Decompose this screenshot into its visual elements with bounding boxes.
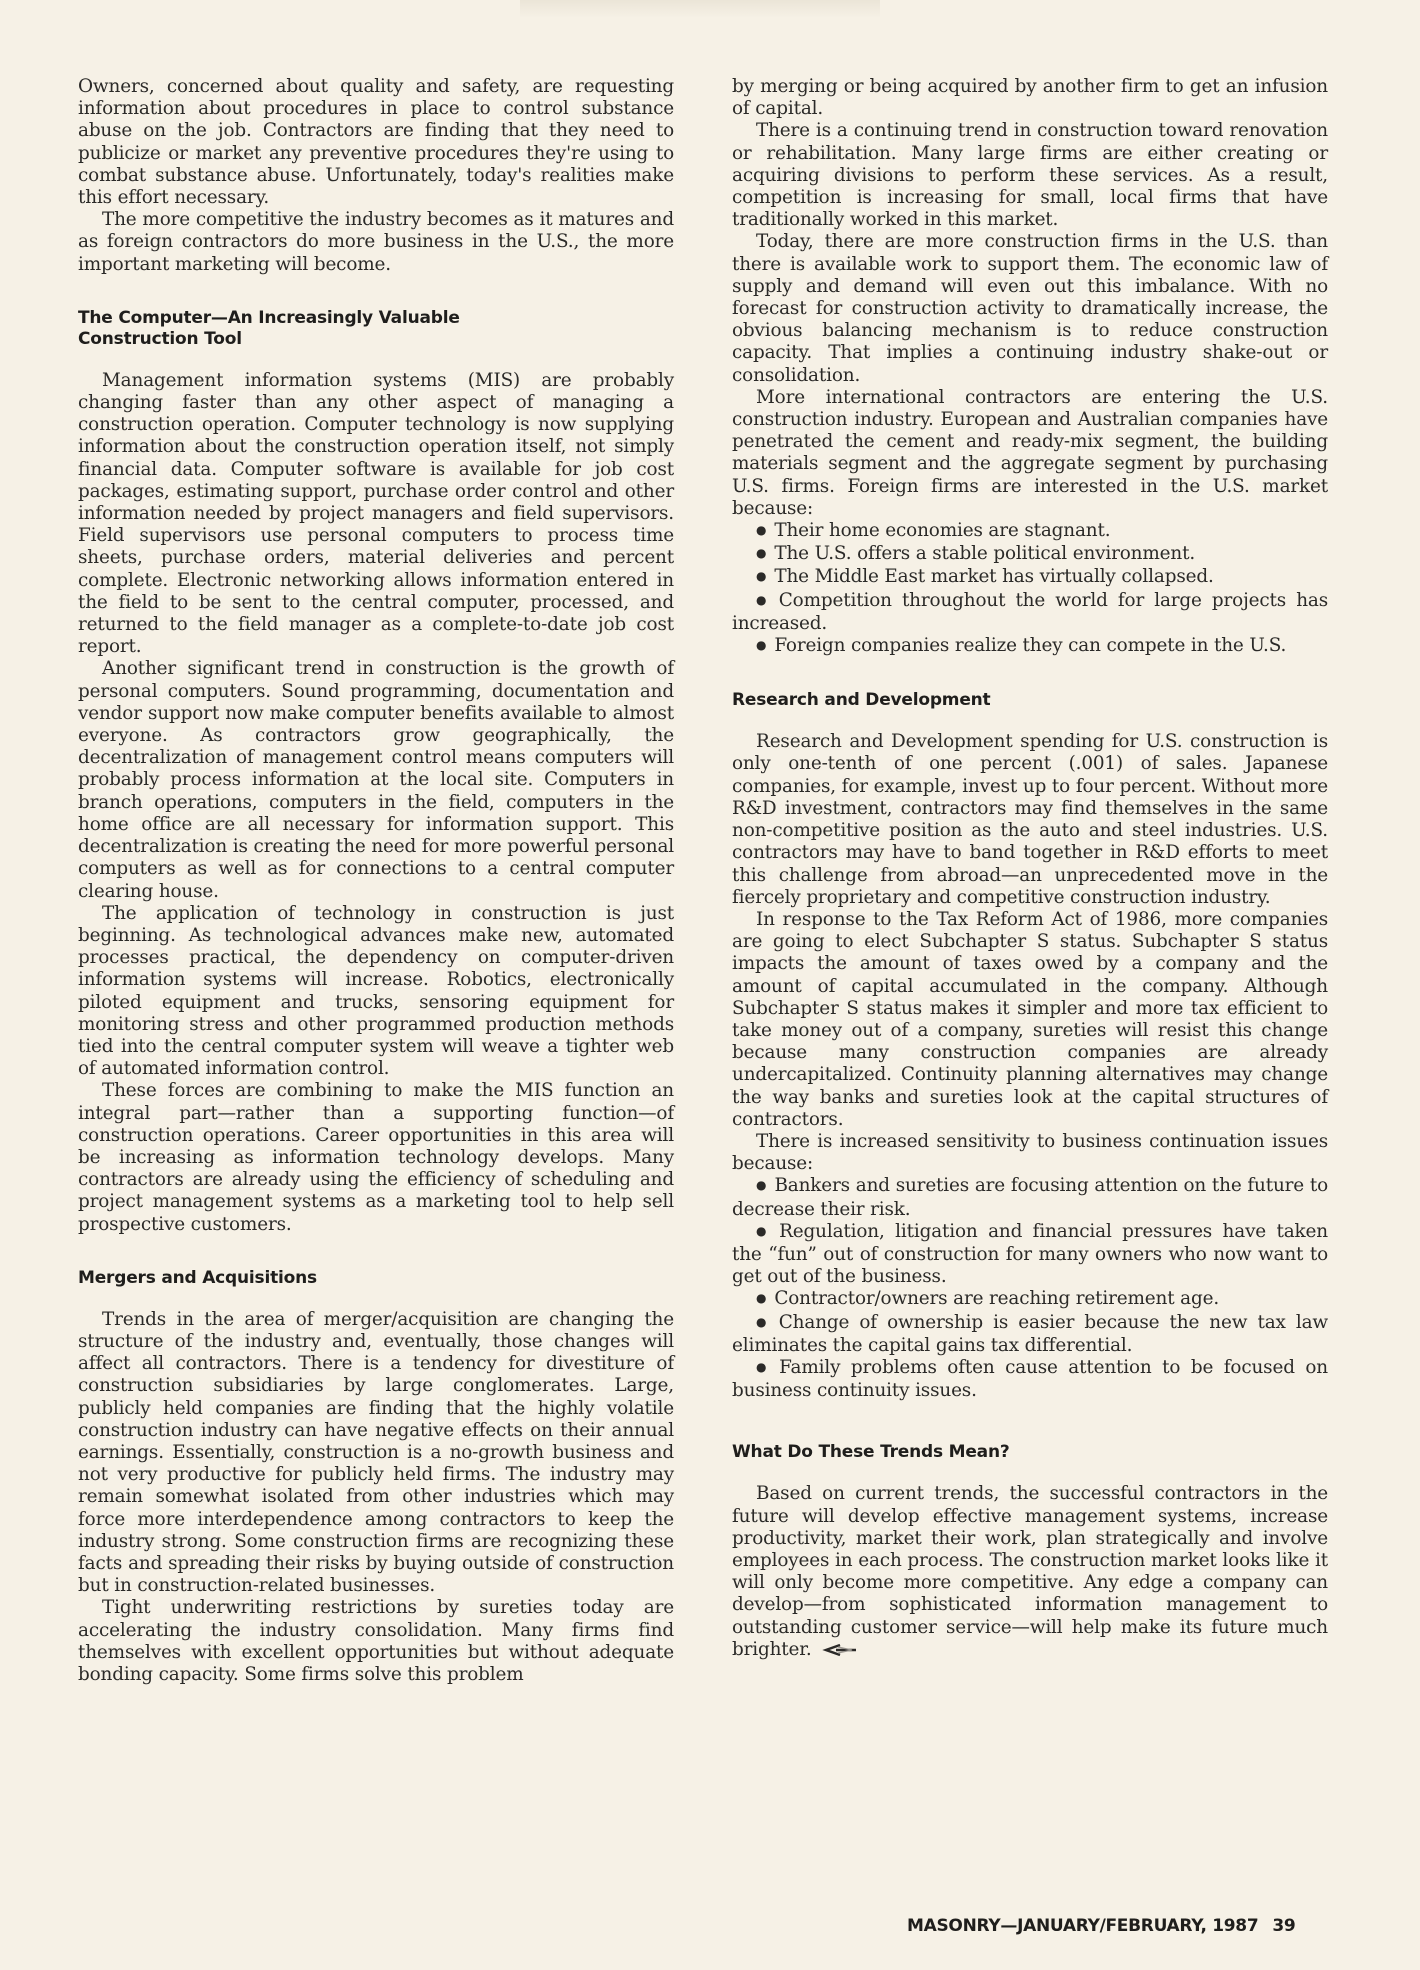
closing-text: Based on current trends, the successful contractors in the future will develop effective management systems, increase productivity, market their work, plan strategically and involve employees in each process. The construction market looks like it will only become more competitive. Any edge a company can develop—from sophisticated information management to outstanding customer service—will help make its future much brighter. bbox=[732, 1483, 1328, 1660]
paragraph: Today, there are more construction firms in the U.S. than there is available work to support them. The economic law of supply and demand will even out this imbalance. With no forecast for construction activity to dramatically increase, the obvious balancing mechanism is to reduce construction capacity. That implies a continuing industry shake-out or consolidation. bbox=[732, 231, 1328, 386]
paragraph: There is a continuing trend in construction toward renovation or rehabilitation. Many large firms are either creating or acquiring divisions to perform these services. As a result, competition is increasing for small, local firms that have traditionally worked in this market. bbox=[732, 120, 1328, 231]
bullet-item: ● The U.S. offers a stable political environment. bbox=[732, 543, 1328, 566]
bullet-item: ● Foreign companies realize they can compete in the U.S. bbox=[732, 635, 1328, 658]
paragraph: Research and Development spending for U.S. construction is only one-tenth of one percent (.001) of sales. Japanese companies, for example, invest up to four percent. Without more R&D investment, contractors may find themselves in the same non-competitive position as the auto and steel industries. U.S. contractors may have to band together in R&D efforts to meet this challenge from abroad—an unprecedented move in the fiercely proprietary and competitive construction industry. bbox=[732, 731, 1328, 908]
paragraph: Trends in the area of merger/acquisition are changing the structure of the industry and, eventually, those changes will affect all contractors. There is a tendency for divestiture of construction subsidiaries by large conglomerates. Large, publicly held companies are finding that the highly volatile construction industry can have negative effects on their annual earnings. Essentially, construction is a no-growth business and not very productive for publicly held firms. The industry may remain somewhat isolated from other industries which may force more interdependence among contractors to keep the industry strong. Some construction firms are recognizing these facts and spreading their risks by buying outside of construction but in construction-related businesses. bbox=[78, 1308, 674, 1597]
bullet-item: ● Regulation, litigation and financial pressures have taken the “fun” out of construction for many owners who now want to get out of the business. bbox=[732, 1221, 1328, 1289]
paragraph: Another significant trend in construction is the growth of personal computers. Sound programming, documentation and vendor support now make computer benefits available to almost everyone. As contractors grow geographically, the decentralization of management control means computers will probably process information at the local site. Computers in branch operations, computers in the field, computers in the home office are all necessary for information support. This decentralization is creating the need for more powerful personal computers as well as for connections to a central computer clearing house. bbox=[78, 658, 674, 902]
right-column bbox=[732, 76, 1328, 1661]
left-column bbox=[78, 76, 674, 1686]
paragraph: by merging or being acquired by another firm to get an infusion of capital. bbox=[732, 76, 1328, 120]
bullet-item: ● Bankers and sureties are focusing attention on the future to decrease their risk. bbox=[732, 1175, 1328, 1220]
publication-line: MASONRY—JANUARY/FEBRUARY, 1987 bbox=[907, 1916, 1259, 1936]
paragraph: More international contractors are entering the U.S. construction industry. European and Australian companies have penetrated the cement and ready-mix segment, the building materials segment and the aggregate segment by purchasing U.S. firms. Foreign firms are interested in the U.S. market because: bbox=[732, 386, 1328, 519]
paragraph: These forces are combining to make the MIS function an integral part—rather than a supporting function—of construction operations. Career opportunities in this area will be increasing as information technology develops. Many contractors are already using the efficiency of scheduling and project management systems as a marketing tool to help sell prospective customers. bbox=[78, 1080, 674, 1235]
bullet-item: ● Contractor/owners are reaching retirement age. bbox=[732, 1288, 1328, 1311]
paragraph: Owners, concerned about quality and safety, are requesting information about procedures in place to control substance abuse on the job. Contractors are finding that they need to publicize or market any preventive procedures they're using to combat substance abuse. Unfortunately, today's realities make this effort necessary. bbox=[78, 76, 674, 209]
paragraph: There is increased sensitivity to business continuation issues because: bbox=[732, 1130, 1328, 1175]
paragraph: Tight underwriting restrictions by sureties today are accelerating the industry consolidation. Many firms find themselves with excellent opportunities but without adequate bonding capacity. Some firms solve this problem bbox=[78, 1597, 674, 1685]
paragraph-closing bbox=[732, 1483, 1328, 1661]
bullet-item: ● Change of ownership is easier because the new tax law eliminates the capital gains tax differential. bbox=[732, 1312, 1328, 1357]
paragraph: The application of technology in construction is just beginning. As technological advances make new, automated processes practical, the dependency on computer-driven information systems will increase. Robotics, electronically piloted equipment and trucks, sensoring equipment for monitoring stress and other programmed production methods tied into the central computer system will weave a tighter web of automated information control. bbox=[78, 902, 674, 1080]
heading-line: The Computer—An Increasingly Valuable bbox=[78, 307, 460, 328]
bullet-item: ● The Middle East market has virtually collapsed. bbox=[732, 566, 1328, 589]
bullet-item: ● Competition throughout the world for large projects has increased. bbox=[732, 590, 1328, 635]
paragraph: Management information systems (MIS) are probably changing faster than any other aspect of managing a construction operation. Computer technology is now supplying information about the construction operation itself, not simply financial data. Computer software is available for job cost packages, estimating support, purchase order control and other information needed by project managers and field supervisors. Field supervisors use personal computers to process time sheets, purchase orders, material deliveries and percent complete. Electronic networking allows information entered in the field to be sent to the central computer, processed, and returned to the field manager as a complete-to-date job cost report. bbox=[78, 369, 674, 658]
section-heading-trends: What Do These Trends Mean? bbox=[732, 1442, 1010, 1463]
section-heading-mergers: Mergers and Acquisitions bbox=[78, 1267, 317, 1288]
section-heading-computer bbox=[78, 308, 674, 350]
page-number: 39 bbox=[1272, 1916, 1296, 1936]
bullet-item: ● Their home economies are stagnant. bbox=[732, 520, 1328, 543]
end-mark-icon bbox=[818, 1643, 858, 1657]
paragraph: The more competitive the industry becomes as it matures and as foreign contractors do more business in the U.S., the more important marketing will become. bbox=[78, 209, 674, 275]
scan-shadow bbox=[520, 0, 880, 18]
section-heading-research: Research and Development bbox=[732, 690, 991, 711]
heading-line: Construction Tool bbox=[78, 328, 242, 349]
paragraph: In response to the Tax Reform Act of 1986, more companies are going to elect Subchapter S status. Subchapter S status impacts the amount of taxes owed by a company and the amount of capital accumulated in the company. Although Subchapter S status makes it simpler and more tax efficient to take money out of a company, sureties will resist this change because many construction companies are already undercapitalized. Continuity planning alternatives may change the way banks and sureties look at the capital structures of contractors. bbox=[732, 908, 1328, 1130]
page-footer bbox=[907, 1916, 1295, 1936]
bullet-item: ● Family problems often cause attention to be focused on business continuity issues. bbox=[732, 1357, 1328, 1402]
